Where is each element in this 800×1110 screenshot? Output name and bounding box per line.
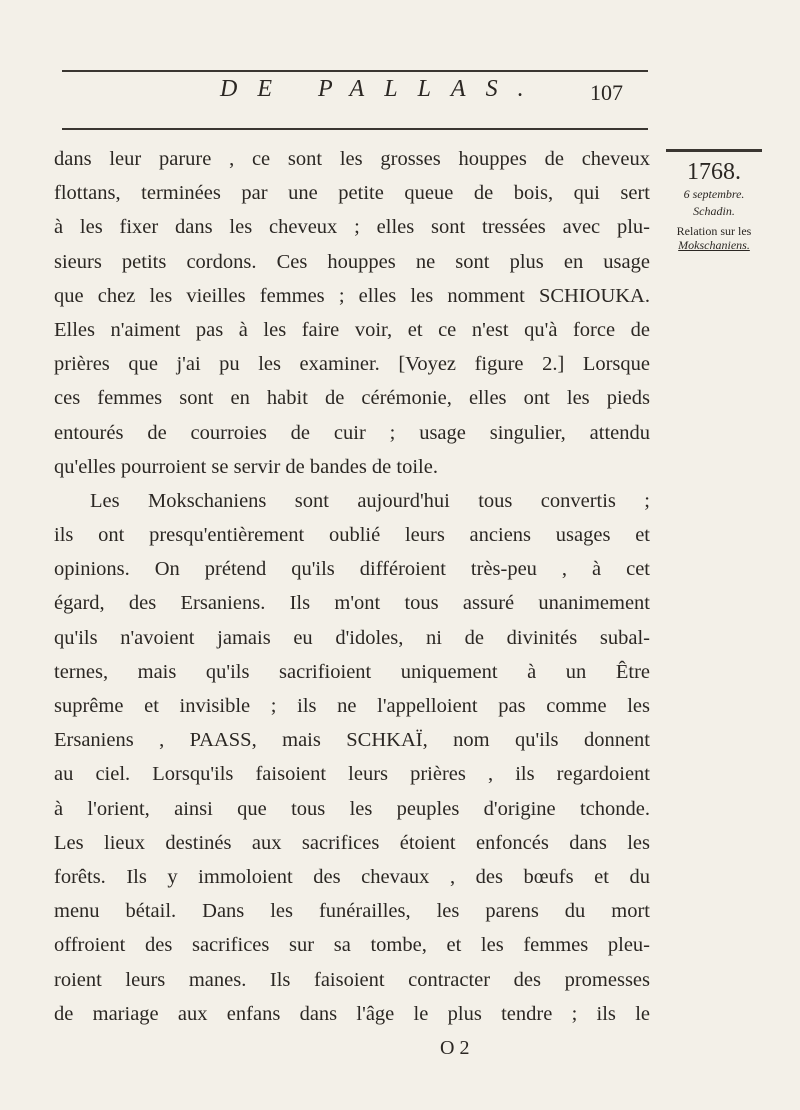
text-line: ternes, mais qu'ils sacrifioient uniquement à un Être xyxy=(54,660,650,683)
text-line: offroient des sacrifices sur sa tombe, et les femmes pleu- xyxy=(54,934,650,957)
text-line: qu'elles pourroient se servir de bandes de toile. xyxy=(54,455,438,478)
margin-notes xyxy=(666,158,762,252)
text-line: suprême et invisible ; ils ne l'appelloient pas comme les xyxy=(54,695,650,717)
text-line: à l'orient, ainsi que tous les peuples d'origine tchonde. xyxy=(54,797,650,820)
running-head: DE PALLAS. xyxy=(220,76,544,102)
text-line: à les fixer dans les cheveux ; elles sont tressées avec plu- xyxy=(54,216,650,239)
margin-rule xyxy=(666,149,762,152)
page-number: 107 xyxy=(590,80,623,105)
text-line: égard, des Ersaniens. Ils m'ont tous assuré unanimement xyxy=(54,592,650,615)
margin-relation-subject: Mokschaniens. xyxy=(678,238,750,252)
text-line: opinions. On prétend qu'ils différoient très-peu , à cet xyxy=(54,558,650,581)
header-bottom-rule xyxy=(62,128,648,130)
text-line: de mariage aux enfans dans l'âge le plus tendre ; ils le xyxy=(54,1002,650,1025)
text-line: sieurs petits cordons. Ces houppes ne sont plus en usage xyxy=(54,250,650,273)
margin-year: 1768. xyxy=(687,159,741,185)
margin-relation: Relation sur les xyxy=(676,224,752,238)
text-line: ces femmes sont en habit de cérémonie, elles ont les pieds xyxy=(54,387,650,410)
text-line: prières que j'ai pu les examiner. [Voyez figure 2.] Lorsque xyxy=(54,353,650,376)
text-line: menu bétail. Dans les funérailles, les parens du mort xyxy=(54,900,650,923)
text-line: entourés de courroies de cuir ; usage singulier, attendu xyxy=(54,421,650,444)
signature-mark: O 2 xyxy=(440,1037,470,1059)
text-line: Ersaniens , PAASS, mais SCHKAÏ, nom qu'ils donnent xyxy=(54,729,650,752)
margin-place: Schadin. xyxy=(693,204,735,218)
text-line: forêts. Ils y immoloient des chevaux , des bœufs et du xyxy=(54,865,650,888)
margin-date: 6 septembre. xyxy=(683,187,745,201)
text-line: ils ont presqu'entièrement oublié leurs anciens usages et xyxy=(54,524,650,547)
text-line: Les Mokschaniens sont aujourd'hui tous convertis ; xyxy=(90,489,650,512)
text-line: qu'ils n'avoient jamais eu d'idoles, ni de divinités subal- xyxy=(54,626,650,649)
text-line: Les lieux destinés aux sacrifices étoient enfoncés dans les xyxy=(54,831,650,854)
text-line: flottans, terminées par une petite queue de bois, qui sert xyxy=(54,182,650,205)
text-line: au ciel. Lorsqu'ils faisoient leurs prières , ils regardoient xyxy=(54,763,650,786)
text-line: Elles n'aiment pas à les faire voir, et ce n'est qu'à force de xyxy=(54,318,650,341)
header-top-rule xyxy=(62,70,648,72)
text-line: que chez les vieilles femmes ; elles les nomment SCHIOUKA. xyxy=(54,284,650,307)
text-line: dans leur parure , ce sont les grosses houppes de cheveux xyxy=(54,148,650,170)
text-line: roient leurs manes. Ils faisoient contracter des promesses xyxy=(54,968,650,991)
body-text xyxy=(54,142,650,1031)
